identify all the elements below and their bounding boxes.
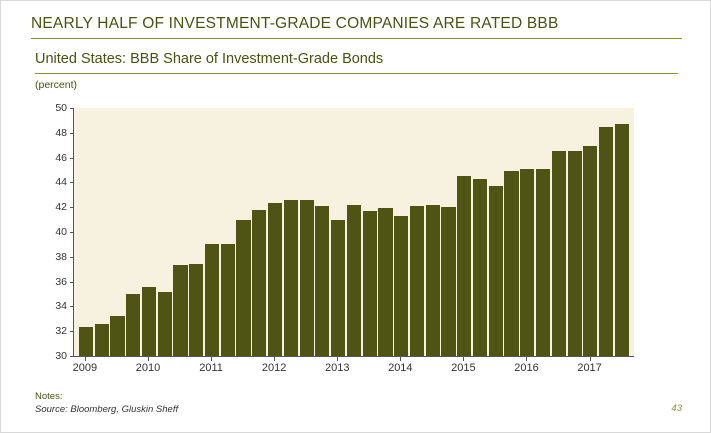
bar	[552, 151, 566, 356]
bar	[300, 200, 314, 356]
bar-series	[74, 108, 634, 356]
bar	[457, 176, 471, 356]
x-axis-tick-mark	[148, 357, 149, 361]
x-axis-tick-label: 2013	[324, 362, 350, 374]
notes-label: Notes:	[35, 391, 63, 402]
x-axis-tick-mark	[590, 357, 591, 361]
bar	[236, 220, 250, 356]
y-axis-tick-mark	[70, 282, 74, 283]
x-axis-tick-mark	[463, 357, 464, 361]
page-number: 43	[671, 403, 682, 414]
bar	[221, 244, 235, 356]
bar	[615, 124, 629, 356]
y-axis-tick-label: 42	[55, 201, 67, 214]
bar	[205, 244, 219, 356]
y-axis-tick-mark	[70, 207, 74, 208]
bar	[489, 186, 503, 356]
title-divider	[31, 38, 682, 39]
y-axis-tick-label: 40	[55, 226, 67, 238]
y-axis-tick-label: 50	[55, 102, 67, 114]
x-axis-tick-label: 2017	[577, 362, 602, 374]
x-axis-tick-label: 2016	[514, 362, 539, 374]
bar	[284, 200, 298, 356]
page-title: NEARLY HALF OF INVESTMENT-GRADE COMPANIES ARE RATED BBB	[31, 15, 559, 32]
x-axis-tick-mark	[274, 357, 275, 361]
y-axis-tick-mark	[70, 331, 74, 332]
x-axis-tick-label: 2010	[135, 362, 161, 374]
bar	[568, 151, 582, 356]
x-axis-tick-mark	[526, 357, 527, 361]
bar	[583, 146, 597, 356]
bar	[252, 210, 266, 356]
y-axis-tick-label: 38	[55, 250, 67, 263]
y-axis-tick-label: 48	[55, 126, 67, 139]
y-axis-tick-label: 46	[55, 151, 67, 164]
y-axis-tick-label: 32	[55, 325, 67, 338]
bar	[378, 208, 392, 356]
y-axis-tick-label: 36	[55, 275, 67, 288]
x-axis-tick-mark	[337, 357, 338, 361]
y-axis-tick-mark	[70, 108, 74, 109]
bar	[410, 206, 424, 356]
y-axis-tick-mark	[70, 232, 74, 233]
bar	[189, 264, 203, 356]
bar	[158, 292, 172, 356]
source-label: Source: Bloomberg, Gluskin Sheff	[35, 404, 179, 415]
bar	[315, 206, 329, 356]
y-axis-tick-label: 30	[55, 350, 67, 362]
bar	[504, 171, 518, 356]
bar	[520, 169, 534, 356]
chart-x-axis	[73, 357, 633, 379]
x-axis-tick-label: 2015	[451, 362, 476, 374]
chart-plot-area	[55, 102, 634, 362]
bar	[599, 127, 613, 356]
x-axis-tick-mark	[400, 357, 401, 361]
bar	[142, 287, 156, 356]
bar	[79, 327, 93, 356]
y-axis-tick-mark	[70, 257, 74, 258]
bar	[110, 316, 124, 356]
bar	[426, 205, 440, 356]
y-axis-tick-mark	[70, 133, 74, 134]
x-axis-tick-label: 2012	[261, 362, 287, 374]
bar	[173, 265, 187, 356]
y-axis-tick-label: 44	[55, 176, 67, 189]
subtitle-divider	[35, 73, 678, 74]
bar	[126, 294, 140, 356]
y-axis-tick-label: 34	[55, 300, 67, 313]
bar	[95, 324, 109, 356]
bar	[441, 207, 455, 356]
y-axis-tick-mark	[70, 182, 74, 183]
x-axis-tick-label: 2011	[199, 362, 223, 374]
bar	[347, 205, 361, 356]
y-axis-tick-mark	[70, 158, 74, 159]
bar	[394, 216, 408, 356]
bar	[331, 220, 345, 356]
y-axis-tick-mark	[70, 306, 74, 307]
x-axis-tick-mark	[85, 357, 86, 361]
x-axis-tick-label: 2014	[388, 362, 413, 374]
bar	[363, 211, 377, 356]
bar	[536, 169, 550, 356]
axis-units-label: (percent)	[35, 79, 78, 91]
bar	[268, 203, 282, 356]
bar	[473, 179, 487, 356]
chart-subtitle: United States: BBB Share of Investment-Grade Bonds	[35, 51, 384, 67]
x-axis-tick-label: 2009	[72, 362, 98, 374]
x-axis-tick-mark	[211, 357, 212, 361]
